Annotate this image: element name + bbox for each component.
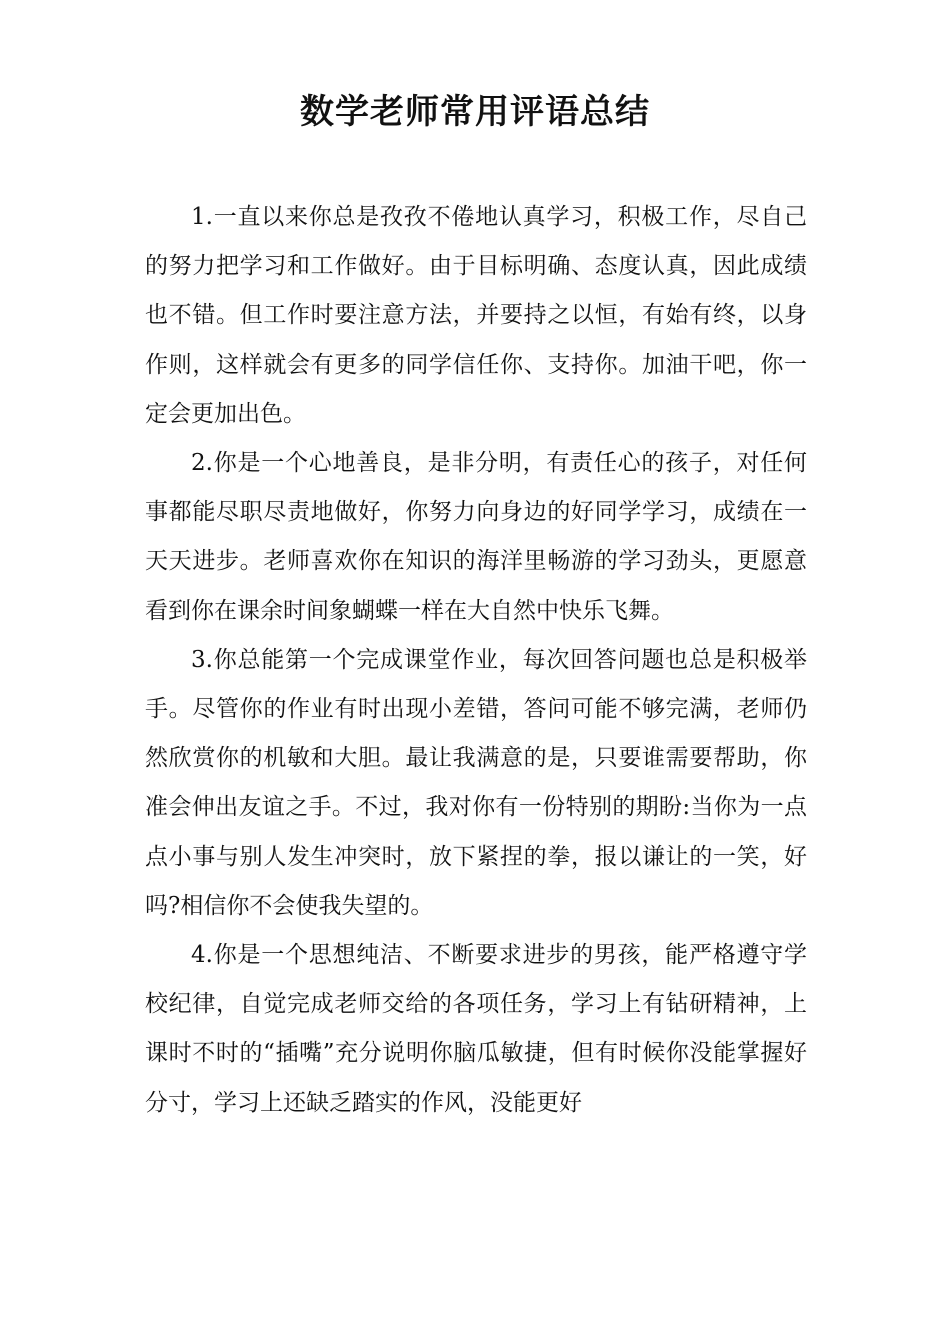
document-title: 数学老师常用评语总结 (300, 92, 650, 132)
document-body (145, 193, 807, 1128)
paragraph-4: 4.你是一个思想纯洁、不断要求进步的男孩，能严格遵守学校纪律，自觉完成老师交给的各项任务，学习上有钻研精神，上课时不时的“插嘴”充分说明你脑瓜敏捷，但有时候你没能掌握好分寸，学习上还缺乏踏实的作风，没能更好 (145, 942, 807, 1116)
paragraph-1: 1.一直以来你总是孜孜不倦地认真学习，积极工作，尽自己的努力把学习和工作做好。由于目标明确、态度认真，因此成绩也不错。但工作时要注意方法，并要持之以恒，有始有终，以身作则，这样就会有更多的同学信任你、支持你。加油干吧，你一定会更加出色。 (145, 204, 807, 427)
paragraph-3: 3.你总能第一个完成课堂作业，每次回答问题也总是积极举手。尽管你的作业有时出现小差错，答问可能不够完满，老师仍然欣赏你的机敏和大胆。最让我满意的是，只要谁需要帮助，你准会伸出友谊之手。不过，我对你有一份特别的期盼:当你为一点点小事与别人发生冲突时，放下紧捏的拳，报以谦让的一笑，好吗?相信你不会使我失望的。 (145, 646, 807, 919)
paragraph-2: 2.你是一个心地善良，是非分明，有责任心的孩子，对任何事都能尽职尽责地做好，你努力向身边的好同学学习，成绩在一天天进步。老师喜欢你在知识的海洋里畅游的学习劲头，更愿意看到你在课余时间象蝴蝶一样在大自然中快乐飞舞。 (145, 450, 807, 624)
